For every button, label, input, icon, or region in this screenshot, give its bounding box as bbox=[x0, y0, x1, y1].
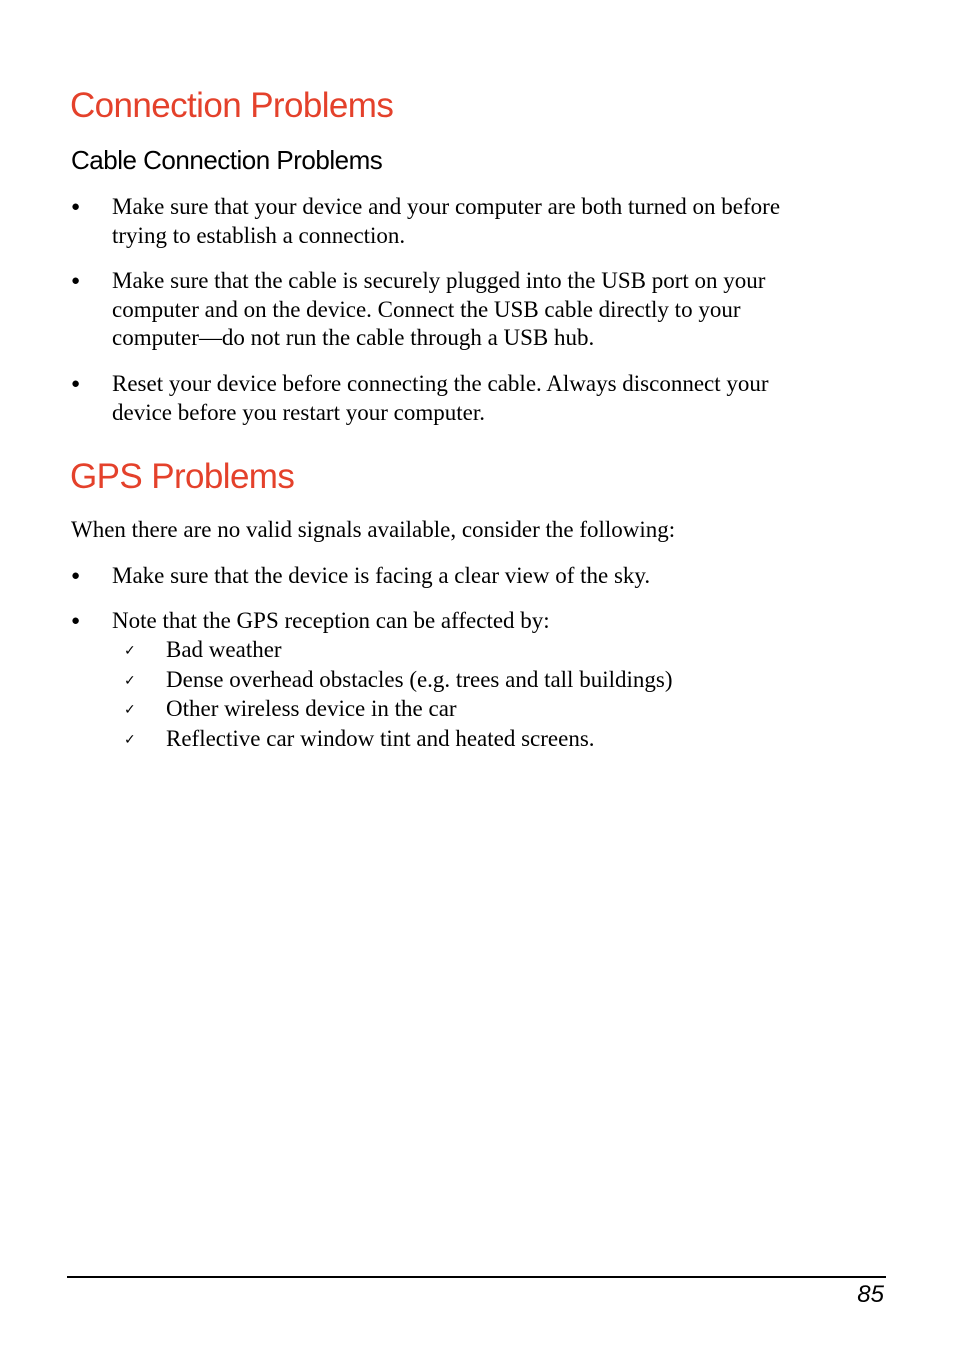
bullet-item-clear-sky bbox=[71, 562, 851, 591]
checkmark-icon: ✓ bbox=[124, 702, 136, 719]
checkmark-icon: ✓ bbox=[124, 731, 136, 748]
footer-divider bbox=[67, 1276, 886, 1278]
section-heading-connection-problems: Connection Problems bbox=[70, 86, 394, 125]
bullet-text: Make sure that the cable is securely plugged into the USB port on your computer and on the device. Connect the USB cable directly to your computer—do not run the cable through a USB hub. bbox=[112, 268, 766, 350]
checklist-item-text: Dense overhead obstacles (e.g. trees and tall buildings) bbox=[166, 666, 673, 692]
bullet-text: Make sure that the device is facing a clear view of the sky. bbox=[112, 563, 651, 588]
bullet-text: Reset your device before connecting the cable. Always disconnect your device before you restart your computer. bbox=[112, 371, 769, 425]
checkmark-icon: ✓ bbox=[124, 643, 136, 659]
bullet-item-devices-on bbox=[71, 193, 851, 250]
checklist-item-text: Bad weather bbox=[166, 637, 282, 662]
reception-factors-checklist bbox=[124, 636, 672, 754]
checklist-item-text: Reflective car window tint and heated screens. bbox=[166, 725, 595, 751]
bullet-icon: ● bbox=[71, 376, 81, 392]
bullet-item-reset-device bbox=[71, 370, 851, 427]
gps-intro-paragraph: When there are no valid signals available, consider the following: bbox=[71, 517, 676, 542]
bullet-text: Make sure that your device and your computer are both turned on before trying to establish a connection. bbox=[112, 194, 781, 248]
checklist-item bbox=[124, 725, 672, 755]
page-number: 85 bbox=[857, 1281, 884, 1308]
checklist-item bbox=[124, 666, 672, 696]
checklist-item bbox=[124, 695, 672, 725]
bullet-icon: ● bbox=[71, 273, 81, 289]
bullet-text: Note that the GPS reception can be affected by: bbox=[112, 608, 550, 633]
bullet-icon: ● bbox=[71, 613, 81, 629]
bullet-icon: ● bbox=[71, 199, 81, 215]
checklist-item-text: Other wireless device in the car bbox=[166, 696, 457, 722]
subsection-heading-cable-connection-problems: Cable Connection Problems bbox=[71, 145, 383, 175]
checklist-item bbox=[124, 636, 672, 666]
checkmark-icon: ✓ bbox=[124, 672, 136, 689]
bullet-item-cable-plugged bbox=[71, 267, 851, 353]
bullet-item-reception-affected bbox=[71, 607, 851, 636]
bullet-icon: ● bbox=[71, 568, 81, 584]
section-heading-gps-problems: GPS Problems bbox=[70, 457, 295, 496]
